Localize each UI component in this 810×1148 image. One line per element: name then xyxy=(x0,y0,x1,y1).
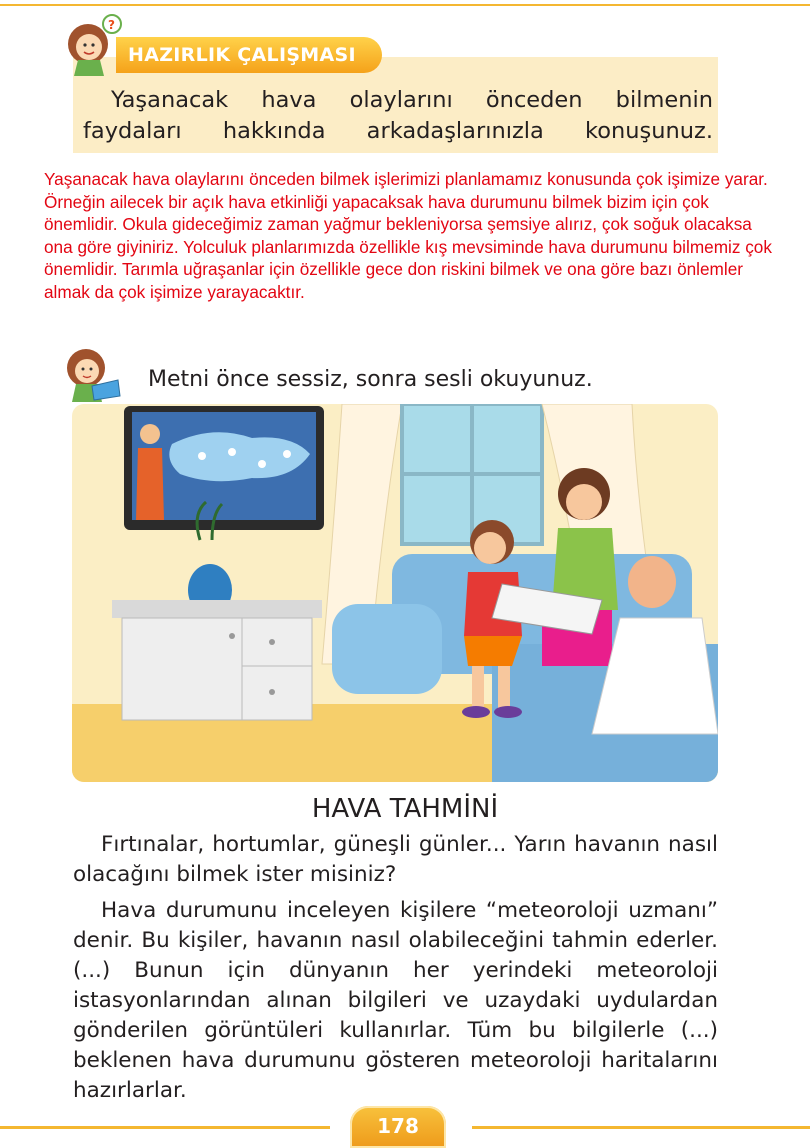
svg-text:?: ? xyxy=(108,18,115,32)
window xyxy=(402,404,542,544)
living-room-illustration xyxy=(72,404,718,782)
reading-girl-mascot-icon xyxy=(60,344,126,404)
footer-rule-right xyxy=(472,1126,810,1129)
preparation-question: Yaşanacak hava olaylarını önceden bilmenin faydaları hakkında arkadaşlarınızla konuşunuz. xyxy=(83,87,713,144)
television xyxy=(124,406,324,530)
page-number: 178 xyxy=(377,1114,419,1138)
reading-instruction: Metni önce sessiz, sonra sesli okuyunuz. xyxy=(148,367,593,392)
story-paragraph-2: Hava durumunu inceleyen kişilere “meteoroloji uzmanı” denir. Bu kişiler, havanın nasıl olabileceğini tahmin ederler. (...) Bunun için dünyanın her yerindeki meteoroloji istasyonlarından alınan bilgileri ve uzaydaki uydulardan gönderilen görüntüleri kullanırlar. Tüm bu bilgilerle (...) beklenen hava durumunu gösteren meteoroloji haritalarını hazırlarlar. xyxy=(73,898,718,1103)
tv-cabinet xyxy=(112,600,322,720)
answer-text: Yaşanacak hava olaylarını önceden bilmek işlerimizi planlamamız konusunda çok işimize yarar. Örneğin ailecek bir açık hava etkinliği yapacaksak hava durumunu bilmek bizim için çok önemlidir. Okula gideceğimiz zaman yağmur bekleniyorsa şemsiye alırız, çok soğuk olacaksa ona göre giyiniriz. Yolculuk planlarımızda özellikle kış mevsiminde hava durumunu bilmemiz çok önemlidir. Tarımla uğraşanlar için özellikle gece don riskini bilmek ve ona göre bazı önlemler almak da çok işimize yarayacaktır. xyxy=(44,169,772,302)
story-title: HAVA TAHMİNİ xyxy=(311,794,499,824)
preparation-section xyxy=(0,0,810,170)
story-paragraph-1: Fırtınalar, hortumlar, güneşli günler... Yarın havanın nasıl olacağını bilmek ister misiniz? xyxy=(73,832,718,887)
footer-rule-left xyxy=(0,1126,330,1129)
preparation-badge-label: HAZIRLIK ÇALIŞMASI xyxy=(128,44,356,66)
page-number-tab xyxy=(350,1106,446,1148)
preparation-badge xyxy=(116,37,382,73)
